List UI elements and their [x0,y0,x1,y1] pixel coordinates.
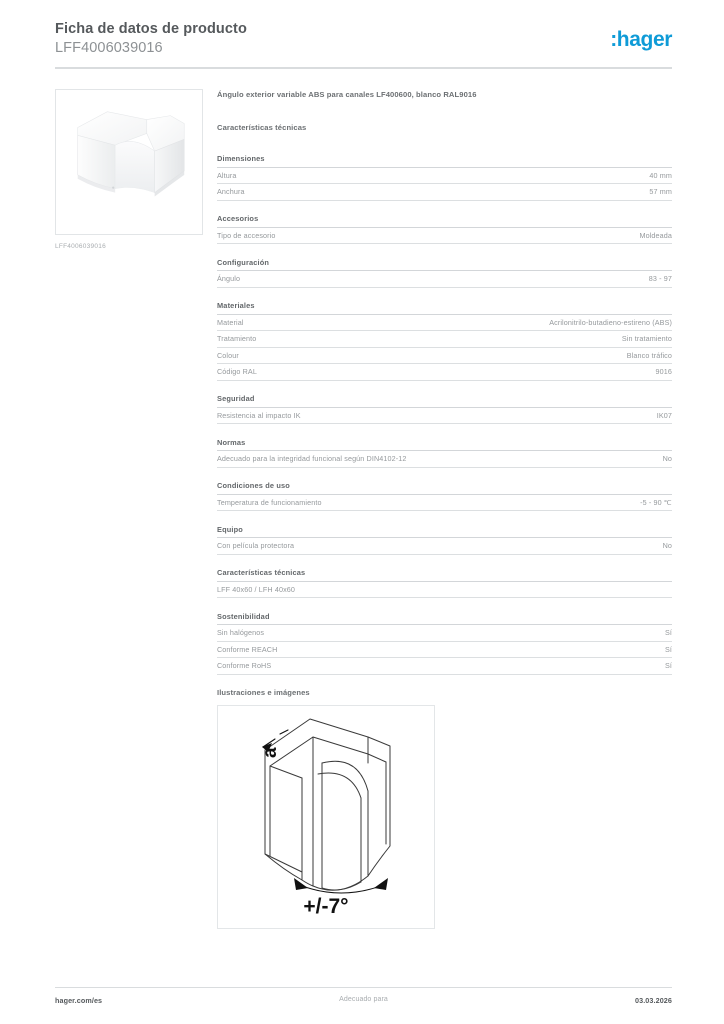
spec-group-title: Normas [217,437,672,452]
spec-value: 57 mm [649,187,672,196]
spec-group-title: Condiciones de uso [217,480,672,495]
spec-row [217,348,672,365]
spec-value: Acrilonitrilo-butadieno-estireno (ABS) [549,317,672,327]
spec-label: Temperatura de funcionamiento [217,497,322,507]
spec-group [217,480,672,511]
spec-row [217,184,672,201]
tech-characteristics-heading: Características técnicas [217,123,307,132]
spec-row [217,271,672,288]
spec-group-title: Seguridad [217,393,672,408]
spec-value: -5 - 90 ℃ [640,497,672,507]
spec-label: Resistencia al impacto IK [217,410,301,420]
product-photo-caption: LFF4006039016 [55,243,106,250]
product-description: Ángulo exterior variable ABS para canales LF400600, blanco RAL9016 [217,90,477,99]
angle-tolerance-label: +/-7° [303,895,349,918]
page-title: Ficha de datos de producto [55,21,247,37]
spec-group-title: Equipo [217,524,672,539]
spec-label: Anchura [217,187,245,196]
spec-label: Ángulo [217,274,241,283]
spec-row [217,315,672,332]
spec-group [217,437,672,468]
spec-value: Sí [664,628,672,637]
spec-label: Sin halógenos [217,628,265,637]
page-footer [55,996,672,1010]
spec-group [217,567,672,598]
spec-group [217,300,672,381]
spec-content [217,89,672,929]
product-reference: LFF4006039016 [55,40,163,56]
spec-row [217,168,672,185]
spec-group [217,257,672,288]
spec-value: 9016 [655,367,672,376]
spec-group [217,611,672,675]
spec-label: Material [217,317,244,327]
spec-label: Con película protectora [217,541,295,550]
spec-value: IK07 [656,410,672,420]
spec-row [217,538,672,555]
spec-label: Tratamiento [217,334,257,343]
spec-row [217,625,672,642]
spec-row [217,582,672,599]
page-header [55,20,672,68]
spec-value: Sí [664,644,672,654]
spec-value: Sí [664,661,672,670]
spec-row [217,408,672,425]
product-photo-image [56,90,202,234]
spec-label: Código RAL [217,367,257,376]
spec-group-title: Dimensiones [217,153,672,168]
product-photo[interactable] [55,89,203,235]
spec-group-title: Características técnicas [217,567,672,582]
spec-group [217,393,672,424]
spec-group [217,213,672,244]
spec-group [217,153,672,201]
spec-row [217,495,672,512]
spec-row [217,331,672,348]
spec-label: LFF 40x60 / LFH 40x60 [217,584,296,594]
spec-value: No [662,541,672,550]
spec-group-title: Materiales [217,300,672,315]
spec-group [217,524,672,555]
spec-row [217,642,672,659]
spec-row [217,228,672,245]
spec-label: Conforme REACH [217,644,278,654]
spec-label: Colour [217,350,239,360]
illustrations-heading: Ilustraciones e imágenes [217,688,310,697]
spec-value: 40 mm [649,170,672,180]
spec-label: Conforme RoHS [217,661,272,670]
spec-label: Tipo de accesorio [217,230,276,240]
footer-date: 03.03.2026 [635,996,672,1005]
spec-group-title: Configuración [217,257,672,272]
spec-value: Sin tratamiento [621,334,672,343]
spec-value: Moldeada [639,230,672,240]
spec-label: Altura [217,170,237,180]
technical-drawing-box[interactable] [217,705,435,929]
spec-value: Blanco tráfico [626,350,672,360]
spec-label: Adecuado para la integridad funcional según DIN4102-12 [217,454,407,463]
header-divider [55,67,672,69]
footer-note: Adecuado para [339,996,388,1003]
footer-website-link[interactable]: hager.com/es [55,996,103,1005]
spec-value: No [662,454,672,463]
footer-divider [55,987,672,988]
spec-groups [217,153,672,675]
spec-group-title: Sostenibilidad [217,611,672,626]
isometric-corner-technical-drawing [218,706,434,928]
spec-row [217,364,672,381]
spec-value: 83 - 97 [648,274,672,283]
hager-logo[interactable]: :hager [610,28,672,51]
spec-row [217,451,672,468]
spec-row [217,658,672,675]
spec-group-title: Accesorios [217,213,672,228]
dimension-label-a: a [260,747,281,758]
